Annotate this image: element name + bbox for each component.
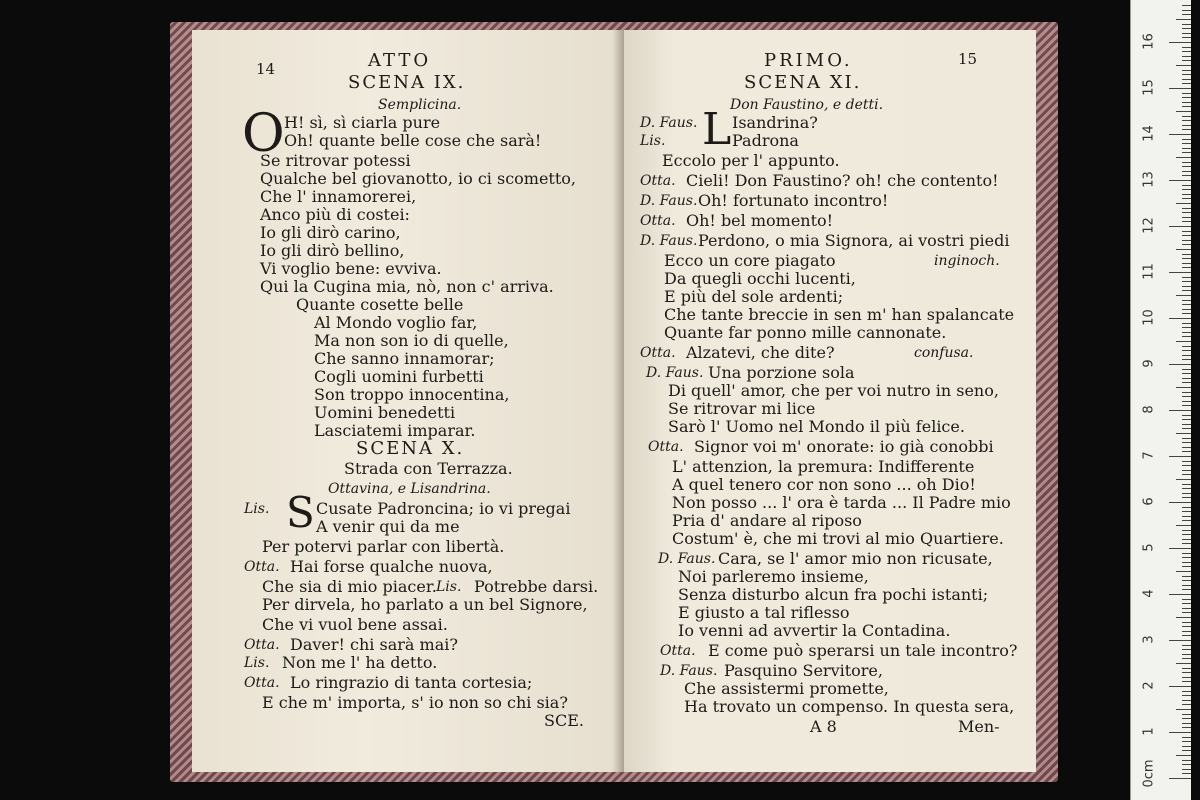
dialogue-line: Hai forse qualche nuova, xyxy=(290,557,493,576)
ruler-minor-tick xyxy=(1182,681,1191,682)
ruler-label: 6 xyxy=(1141,497,1157,506)
ruler-minor-tick xyxy=(1182,24,1191,25)
ruler-minor-tick xyxy=(1182,70,1191,71)
ruler-minor-tick xyxy=(1182,530,1191,531)
ruler-minor-tick xyxy=(1182,350,1191,351)
ruler-minor-tick xyxy=(1182,447,1191,448)
ruler-minor-tick xyxy=(1182,198,1191,199)
ruler-minor-tick xyxy=(1182,217,1191,218)
dialogue-line: Ha trovato un compenso. In questa sera, xyxy=(684,697,1015,716)
ruler-minor-tick xyxy=(1182,221,1191,222)
ruler-minor-tick xyxy=(1182,585,1191,586)
ruler-minor-tick xyxy=(1182,723,1191,724)
verse-line: Che l' innamorerei, xyxy=(260,187,417,206)
ruler-label: 5 xyxy=(1141,543,1157,552)
ruler-minor-tick xyxy=(1176,387,1191,388)
ruler-label: 9 xyxy=(1141,359,1157,368)
verse-line: Io gli dirò carino, xyxy=(260,223,401,242)
ruler-minor-tick xyxy=(1182,580,1191,581)
ruler-minor-tick xyxy=(1182,10,1191,11)
ruler-minor-tick xyxy=(1182,557,1191,558)
ruler-minor-tick xyxy=(1182,14,1191,15)
verse-line: Qui la Cugina mia, nò, non c' arriva. xyxy=(260,277,554,296)
ruler-minor-tick xyxy=(1182,727,1191,728)
ruler-minor-tick xyxy=(1182,125,1191,126)
ruler-minor-tick xyxy=(1182,97,1191,98)
dialogue-line: Che vi vuol bene assai. xyxy=(262,615,448,634)
scene-character: Semplicina. xyxy=(378,97,462,113)
ruler-label: 12 xyxy=(1141,217,1157,234)
dialogue-line: E più del sole ardenti; xyxy=(664,287,844,306)
ruler-minor-tick xyxy=(1182,152,1191,153)
ruler-minor-tick xyxy=(1182,691,1191,692)
ruler-minor-tick xyxy=(1182,304,1191,305)
page-number: 14 xyxy=(256,60,276,78)
ruler-minor-tick xyxy=(1176,157,1191,158)
dialogue-line: Oh! fortunato incontro! xyxy=(698,191,889,210)
ruler-label: 8 xyxy=(1141,405,1157,414)
dialogue-line: Quante far ponno mille cannonate. xyxy=(664,323,947,342)
speaker: D. Faus. xyxy=(646,365,704,381)
ruler-minor-tick xyxy=(1182,309,1191,310)
ruler-minor-tick xyxy=(1182,520,1191,521)
dialogue-line: Non me l' ha detto. xyxy=(282,653,438,672)
ruler-minor-tick xyxy=(1182,129,1191,130)
ruler-minor-tick xyxy=(1182,33,1191,34)
measuring-ruler xyxy=(1130,0,1191,800)
ruler-tick xyxy=(1169,640,1191,641)
ruler-minor-tick xyxy=(1182,589,1191,590)
ruler-tick xyxy=(1169,42,1191,43)
ruler-minor-tick xyxy=(1182,116,1191,117)
ruler-minor-tick xyxy=(1182,56,1191,57)
scene-title: SCENA IX. xyxy=(348,72,466,93)
ruler-minor-tick xyxy=(1176,663,1191,664)
ruler-label: 3 xyxy=(1141,635,1157,644)
speaker: Lis. xyxy=(640,133,666,149)
ruler-minor-tick xyxy=(1182,378,1191,379)
speaker: D. Faus. xyxy=(658,551,716,567)
ruler-minor-tick xyxy=(1182,51,1191,52)
ruler-minor-tick xyxy=(1182,258,1191,259)
dialogue-line: Che assistermi promette, xyxy=(684,679,889,698)
speaker: Otta. xyxy=(244,637,280,653)
ruler-minor-tick xyxy=(1182,405,1191,406)
dialogue-line: Pasquino Servitore, xyxy=(724,661,883,680)
ruler-minor-tick xyxy=(1182,240,1191,241)
drop-cap: L xyxy=(702,104,732,155)
ruler-minor-tick xyxy=(1176,65,1191,66)
dialogue-line: Che sia di mio piacer. xyxy=(262,577,437,596)
ruler-minor-tick xyxy=(1182,392,1191,393)
ruler-minor-tick xyxy=(1182,543,1191,544)
dialogue-line: Noi parleremo insieme, xyxy=(678,567,869,586)
catchword: SCE. xyxy=(544,711,584,730)
ruler-minor-tick xyxy=(1182,37,1191,38)
ruler-minor-tick xyxy=(1182,396,1191,397)
ruler-minor-tick xyxy=(1182,631,1191,632)
ruler-minor-tick xyxy=(1182,382,1191,383)
ruler-minor-tick xyxy=(1182,263,1191,264)
ruler-minor-tick xyxy=(1182,658,1191,659)
ruler-tick xyxy=(1169,732,1191,733)
verse-line: Uomini benedetti xyxy=(314,403,456,422)
verse-line: Anco più di costei: xyxy=(260,205,410,224)
ruler-minor-tick xyxy=(1182,539,1191,540)
ruler-minor-tick xyxy=(1182,79,1191,80)
dialogue-line: L' attenzion, la premura: Indifferente xyxy=(672,457,975,476)
speaker: Lis. xyxy=(244,501,270,517)
ruler-minor-tick xyxy=(1182,769,1191,770)
speaker: D. Faus. xyxy=(640,115,698,131)
ruler-label: 10 xyxy=(1141,309,1157,326)
verse-line: Qualche bel giovanotto, io ci scometto, xyxy=(260,169,577,188)
ruler-minor-tick xyxy=(1176,433,1191,434)
speaker: Otta. xyxy=(640,213,676,229)
ruler-minor-tick xyxy=(1182,741,1191,742)
ruler-minor-tick xyxy=(1182,373,1191,374)
ruler-tick xyxy=(1169,594,1191,595)
verse-line: Cogli uomini furbetti xyxy=(314,367,484,386)
scene-title: SCENA X. xyxy=(356,438,465,459)
ruler-minor-tick xyxy=(1182,419,1191,420)
dialogue-line: Non posso ... l' ora è tarda ... Il Padre mio xyxy=(672,493,1011,512)
ruler-label: 15 xyxy=(1141,79,1157,96)
ruler-minor-tick xyxy=(1182,231,1191,232)
ruler-minor-tick xyxy=(1182,281,1191,282)
stage-direction: inginoch. xyxy=(934,253,1000,269)
ruler-minor-tick xyxy=(1182,718,1191,719)
ruler-minor-tick xyxy=(1182,327,1191,328)
ruler-minor-tick xyxy=(1182,750,1191,751)
verse-line: Che sanno innamorar; xyxy=(314,349,495,368)
ruler-minor-tick xyxy=(1182,672,1191,673)
ruler-minor-tick xyxy=(1182,438,1191,439)
ruler-minor-tick xyxy=(1182,622,1191,623)
ruler-minor-tick xyxy=(1182,654,1191,655)
ruler-label: 1 xyxy=(1141,727,1157,736)
ruler-minor-tick xyxy=(1182,189,1191,190)
ruler-minor-tick xyxy=(1182,493,1191,494)
ruler-minor-tick xyxy=(1182,171,1191,172)
ruler-minor-tick xyxy=(1182,74,1191,75)
verse-line: Oh! quante belle cose che sarà! xyxy=(284,131,542,150)
running-head: ATTO xyxy=(368,50,432,71)
ruler-minor-tick xyxy=(1182,175,1191,176)
ruler-minor-tick xyxy=(1176,525,1191,526)
speaker: Otta. xyxy=(660,643,696,659)
ruler-tick xyxy=(1169,134,1191,135)
ruler-minor-tick xyxy=(1182,323,1191,324)
dialogue-line: Pria d' andare al riposo xyxy=(672,511,862,530)
dialogue-line: Eccolo per l' appunto. xyxy=(662,151,840,170)
ruler-minor-tick xyxy=(1182,497,1191,498)
dialogue-line: Senza disturbo alcun fra pochi istanti; xyxy=(678,585,989,604)
stage-direction: confusa. xyxy=(914,345,974,361)
dialogue-line: E che m' importa, s' io non so chi sia? xyxy=(262,693,568,712)
catchword: Men- xyxy=(958,717,1000,736)
dialogue-line: Lo ringrazio di tanta cortesia; xyxy=(290,673,533,692)
ruler-minor-tick xyxy=(1182,695,1191,696)
ruler-tick xyxy=(1169,88,1191,89)
ruler-minor-tick xyxy=(1182,415,1191,416)
dialogue-line: Una porzione sola xyxy=(708,363,855,382)
ruler-minor-tick xyxy=(1176,709,1191,710)
ruler-minor-tick xyxy=(1182,470,1191,471)
ruler-label: 14 xyxy=(1141,125,1157,142)
ruler-minor-tick xyxy=(1176,755,1191,756)
ruler-minor-tick xyxy=(1182,635,1191,636)
verse-line: Se ritrovar potessi xyxy=(260,151,411,170)
ruler-minor-tick xyxy=(1182,746,1191,747)
dialogue-line: Alzatevi, che dite? xyxy=(686,343,835,362)
ruler-minor-tick xyxy=(1182,461,1191,462)
dialogue-line: Daver! chi sarà mai? xyxy=(290,635,458,654)
ruler-minor-tick xyxy=(1182,355,1191,356)
verse-line: Vi voglio bene: evviva. xyxy=(260,259,442,278)
ruler-minor-tick xyxy=(1182,608,1191,609)
dialogue-line: A venir qui da me xyxy=(316,517,460,536)
ruler-minor-tick xyxy=(1182,442,1191,443)
dialogue-line: Oh! bel momento! xyxy=(686,211,834,230)
ruler-minor-tick xyxy=(1182,677,1191,678)
dialogue-line: Ecco un core piagato xyxy=(664,251,836,270)
ruler-minor-tick xyxy=(1176,203,1191,204)
ruler-tick xyxy=(1169,318,1191,319)
page-number: 15 xyxy=(958,50,978,68)
dialogue-line: Se ritrovar mi lice xyxy=(668,399,816,418)
ruler-label: 0cm xyxy=(1141,759,1157,788)
speaker: Otta. xyxy=(640,345,676,361)
ruler-minor-tick xyxy=(1182,208,1191,209)
ruler-tick xyxy=(1169,778,1191,779)
ruler-minor-tick xyxy=(1182,714,1191,715)
speaker: Otta. xyxy=(648,439,684,455)
signature-mark: A 8 xyxy=(810,717,837,736)
ruler-minor-tick xyxy=(1182,566,1191,567)
ruler-tick xyxy=(1169,180,1191,181)
ruler-minor-tick xyxy=(1182,401,1191,402)
ruler-minor-tick xyxy=(1182,120,1191,121)
ruler-minor-tick xyxy=(1182,47,1191,48)
ruler-minor-tick xyxy=(1182,484,1191,485)
ruler-minor-tick xyxy=(1182,626,1191,627)
ruler-minor-tick xyxy=(1182,106,1191,107)
ruler-minor-tick xyxy=(1182,336,1191,337)
dialogue-line: Padrona xyxy=(732,131,799,150)
ruler-minor-tick xyxy=(1182,148,1191,149)
ruler-minor-tick xyxy=(1182,166,1191,167)
ruler-minor-tick xyxy=(1176,617,1191,618)
ruler-minor-tick xyxy=(1182,599,1191,600)
dialogue-line: Potrebbe darsi. xyxy=(474,577,599,596)
ruler-minor-tick xyxy=(1182,428,1191,429)
ruler-minor-tick xyxy=(1182,254,1191,255)
scene-characters: Don Faustino, e detti. xyxy=(730,97,884,113)
verse-line: Io gli dirò bellino, xyxy=(260,241,405,260)
dialogue-line: Io venni ad avvertir la Contadina. xyxy=(678,621,951,640)
ruler-tick xyxy=(1169,502,1191,503)
ruler-minor-tick xyxy=(1176,19,1191,20)
dialogue-line: Sarò l' Uomo nel Mondo il più felice. xyxy=(668,417,965,436)
verse-line: Quante cosette belle xyxy=(296,295,464,314)
ruler-minor-tick xyxy=(1182,185,1191,186)
dialogue-line: Cara, se l' amor mio non ricusate, xyxy=(718,549,993,568)
ruler-minor-tick xyxy=(1182,286,1191,287)
ruler-minor-tick xyxy=(1182,313,1191,314)
ruler-minor-tick xyxy=(1182,534,1191,535)
left-page xyxy=(192,30,624,772)
ruler-minor-tick xyxy=(1182,516,1191,517)
ruler-minor-tick xyxy=(1176,341,1191,342)
ruler-minor-tick xyxy=(1182,290,1191,291)
verse-line: Son troppo innocentina, xyxy=(314,385,510,404)
running-head: PRIMO. xyxy=(764,50,853,71)
ruler-minor-tick xyxy=(1182,773,1191,774)
ruler-minor-tick xyxy=(1176,479,1191,480)
ruler-minor-tick xyxy=(1182,300,1191,301)
ruler-minor-tick xyxy=(1182,359,1191,360)
ruler-minor-tick xyxy=(1182,465,1191,466)
dialogue-line: Perdono, o mia Signora, ai vostri piedi xyxy=(698,231,1010,250)
ruler-minor-tick xyxy=(1182,649,1191,650)
ruler-minor-tick xyxy=(1182,93,1191,94)
ruler-minor-tick xyxy=(1182,244,1191,245)
ruler-minor-tick xyxy=(1182,5,1191,6)
ruler-minor-tick xyxy=(1182,474,1191,475)
ruler-minor-tick xyxy=(1182,162,1191,163)
dialogue-line: Isandrina? xyxy=(732,113,818,132)
ruler-label: 7 xyxy=(1141,451,1157,460)
ruler-label: 2 xyxy=(1141,681,1157,690)
ruler-minor-tick xyxy=(1182,424,1191,425)
ruler-minor-tick xyxy=(1182,645,1191,646)
ruler-minor-tick xyxy=(1182,700,1191,701)
ruler-minor-tick xyxy=(1176,571,1191,572)
ruler-minor-tick xyxy=(1182,28,1191,29)
verse-line: Ma non son io di quelle, xyxy=(314,331,509,350)
ruler-minor-tick xyxy=(1182,235,1191,236)
ruler-minor-tick xyxy=(1182,212,1191,213)
speaker: Otta. xyxy=(244,559,280,575)
speaker: D. Faus. xyxy=(640,233,698,249)
ruler-tick xyxy=(1169,410,1191,411)
ruler-minor-tick xyxy=(1182,451,1191,452)
speaker: Lis. xyxy=(244,655,270,671)
ruler-minor-tick xyxy=(1182,102,1191,103)
dialogue-line: Cusate Padroncina; io vi pregai xyxy=(316,499,571,518)
right-page xyxy=(624,30,1036,772)
ruler-minor-tick xyxy=(1182,267,1191,268)
verse-line: Lasciatemi imparar. xyxy=(314,421,476,440)
dialogue-line: Di quell' amor, che per voi nutro in seno, xyxy=(668,381,999,400)
drop-cap: O xyxy=(242,104,285,164)
ruler-minor-tick xyxy=(1182,764,1191,765)
ruler-minor-tick xyxy=(1182,737,1191,738)
dialogue-line: Cieli! Don Faustino? oh! che contento! xyxy=(686,171,999,190)
ruler-minor-tick xyxy=(1182,139,1191,140)
dialogue-line: Che tante breccie in sen m' han spalancate xyxy=(664,305,1015,324)
drop-cap: S xyxy=(286,488,315,537)
ruler-minor-tick xyxy=(1182,576,1191,577)
ruler-tick xyxy=(1169,272,1191,273)
ruler-minor-tick xyxy=(1182,194,1191,195)
ruler-minor-tick xyxy=(1182,760,1191,761)
dialogue-line: Per dirvela, ho parlato a un bel Signore, xyxy=(262,595,588,614)
ruler-minor-tick xyxy=(1182,668,1191,669)
scene-title: SCENA XI. xyxy=(744,72,862,93)
ruler-minor-tick xyxy=(1182,562,1191,563)
ruler-minor-tick xyxy=(1182,346,1191,347)
dialogue-line: Signor voi m' onorate: io già conobbi xyxy=(694,437,994,456)
dialogue-line: A quel tenero cor non sono ... oh Dio! xyxy=(672,475,976,494)
ruler-minor-tick xyxy=(1182,83,1191,84)
ruler-label: 4 xyxy=(1141,589,1157,598)
ruler-minor-tick xyxy=(1182,143,1191,144)
ruler-minor-tick xyxy=(1182,507,1191,508)
verse-line: Al Mondo voglio far, xyxy=(314,313,478,332)
ruler-minor-tick xyxy=(1182,332,1191,333)
speaker: D. Faus. xyxy=(640,193,698,209)
dialogue-line: E giusto a tal riflesso xyxy=(678,603,850,622)
dialogue-line: Costum' è, che mi trovi al mio Quartiere. xyxy=(672,529,1004,548)
ruler-minor-tick xyxy=(1182,553,1191,554)
speaker: Otta. xyxy=(640,173,676,189)
speaker: Otta. xyxy=(244,675,280,691)
ruler-minor-tick xyxy=(1182,704,1191,705)
dialogue-line: Da quegli occhi lucenti, xyxy=(664,269,856,288)
speaker: D. Faus. xyxy=(660,663,718,679)
ruler-tick xyxy=(1169,456,1191,457)
ruler-minor-tick xyxy=(1176,111,1191,112)
ruler-minor-tick xyxy=(1182,277,1191,278)
speaker: Lis. xyxy=(436,579,462,595)
ruler-minor-tick xyxy=(1182,488,1191,489)
ruler-tick xyxy=(1169,226,1191,227)
ruler-minor-tick xyxy=(1182,60,1191,61)
scene-setting: Strada con Terrazza. xyxy=(344,459,513,478)
ruler-minor-tick xyxy=(1182,511,1191,512)
ruler-label: 11 xyxy=(1141,263,1157,280)
ruler-label: 13 xyxy=(1141,171,1157,188)
scene-characters: Ottavina, e Lisandrina. xyxy=(328,481,491,497)
ruler-minor-tick xyxy=(1176,249,1191,250)
ruler-minor-tick xyxy=(1182,369,1191,370)
ruler-tick xyxy=(1169,548,1191,549)
dialogue-line: Per potervi parlar con libertà. xyxy=(262,537,505,556)
ruler-label: 16 xyxy=(1141,33,1157,50)
dialogue-line: E come può sperarsi un tale incontro? xyxy=(708,641,1018,660)
ruler-tick xyxy=(1169,686,1191,687)
ruler-minor-tick xyxy=(1176,295,1191,296)
verse-line: H! sì, sì ciarla pure xyxy=(284,113,441,132)
ruler-tick xyxy=(1169,364,1191,365)
ruler-minor-tick xyxy=(1182,603,1191,604)
ruler-minor-tick xyxy=(1182,612,1191,613)
